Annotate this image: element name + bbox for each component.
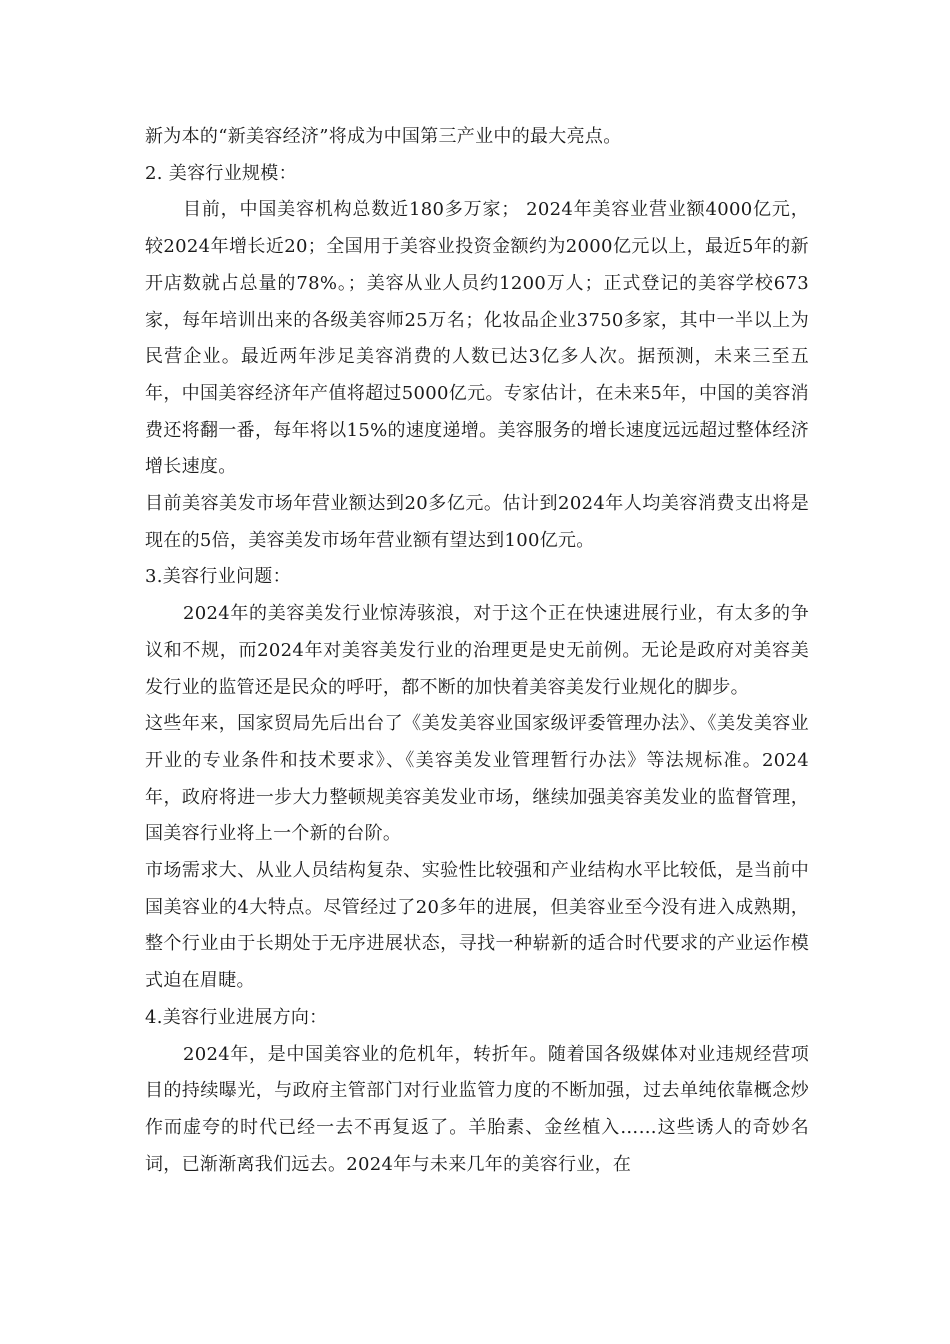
document-body [145, 119, 809, 1183]
section-heading-scale: 2. 美容行业规模： [145, 162, 297, 184]
paragraph-market-revenue: 目前美容美发市场年营业额达到20多亿元。估计到2024年人均美容消费支出将是现在的5倍，美容美发市场年营业额有望达到100亿元。 [145, 493, 809, 551]
section-heading-problems: 3.美容行业问题： [145, 566, 291, 588]
paragraph-problems-overview: 2024年的美容美发行业惊涛骇浪，对于这个正在快速进展行业，有太多的争议和不规，而2024年对美容美发行业的治理更是史无前例。无论是政府对美容美发行业的监管还是民众的呼吁，都不断的加快着美容美发行业规化的脚步。 [145, 603, 809, 698]
paragraph-direction: 2024年，是中国美容业的危机年，转折年。随着国各级媒体对业违规经营项目的持续曝光，与政府主管部门对行业监管力度的不断加强，过去单纯依靠概念炒作而虚夸的时代已经一去不再复返了。羊胎素、金丝植入……这些诱人的奇妙名词，已渐渐离我们远去。2024年与未来几年的美容行业，在 [145, 1043, 809, 1175]
paragraph-regulations: 这些年来，国家贸局先后出台了《美发美容业国家级评委管理办法》、《美发美容业开业的专业条件和技术要求》、《美容美发业管理暂行办法》等法规标准。2024年，政府将进一步大力整顿规美容美发业市场，继续加强美容美发业的监督管理，国美容行业将上一个新的台阶。 [145, 713, 809, 845]
section-heading-direction: 4.美容行业进展方向： [145, 1006, 328, 1028]
paragraph-intro-tail: 新为本的“新美容经济”将成为中国第三产业中的最大亮点。 [145, 126, 622, 147]
paragraph-industry-features: 市场需求大、从业人员结构复杂、实验性比较强和产业结构水平比较低，是当前中国美容业的4大特点。尽管经过了20多年的进展，但美容业至今没有进入成熟期，整个行业由于长期处于无序进展状态，寻找一种崭新的适合时代要求的产业运作模式迫在眉睫。 [145, 860, 809, 992]
paragraph-scale-stats: 目前，中国美容机构总数近180多万家； 2024年美容业营业额4000亿元，较2024年增长近20；全国用于美容业投资金额约为2000亿元以上，最近5年的新开店数就占总量的78%。；美容从业人员约1200万人；正式登记的美容学校673家，每年培训出来的各级美容师25万名；化妆品企业3750多家，其中一半以上为民营企业。最近两年涉足美容消费的人数已达3亿多人次。据预测，未来三至五年，中国美容经济年产值将超过5000亿元。专家估计，在未来5年，中国的美容消费还将翻一番，每年将以15%的速度递增。美容服务的增长速度远远超过整体经济增长速度。 [145, 199, 809, 478]
